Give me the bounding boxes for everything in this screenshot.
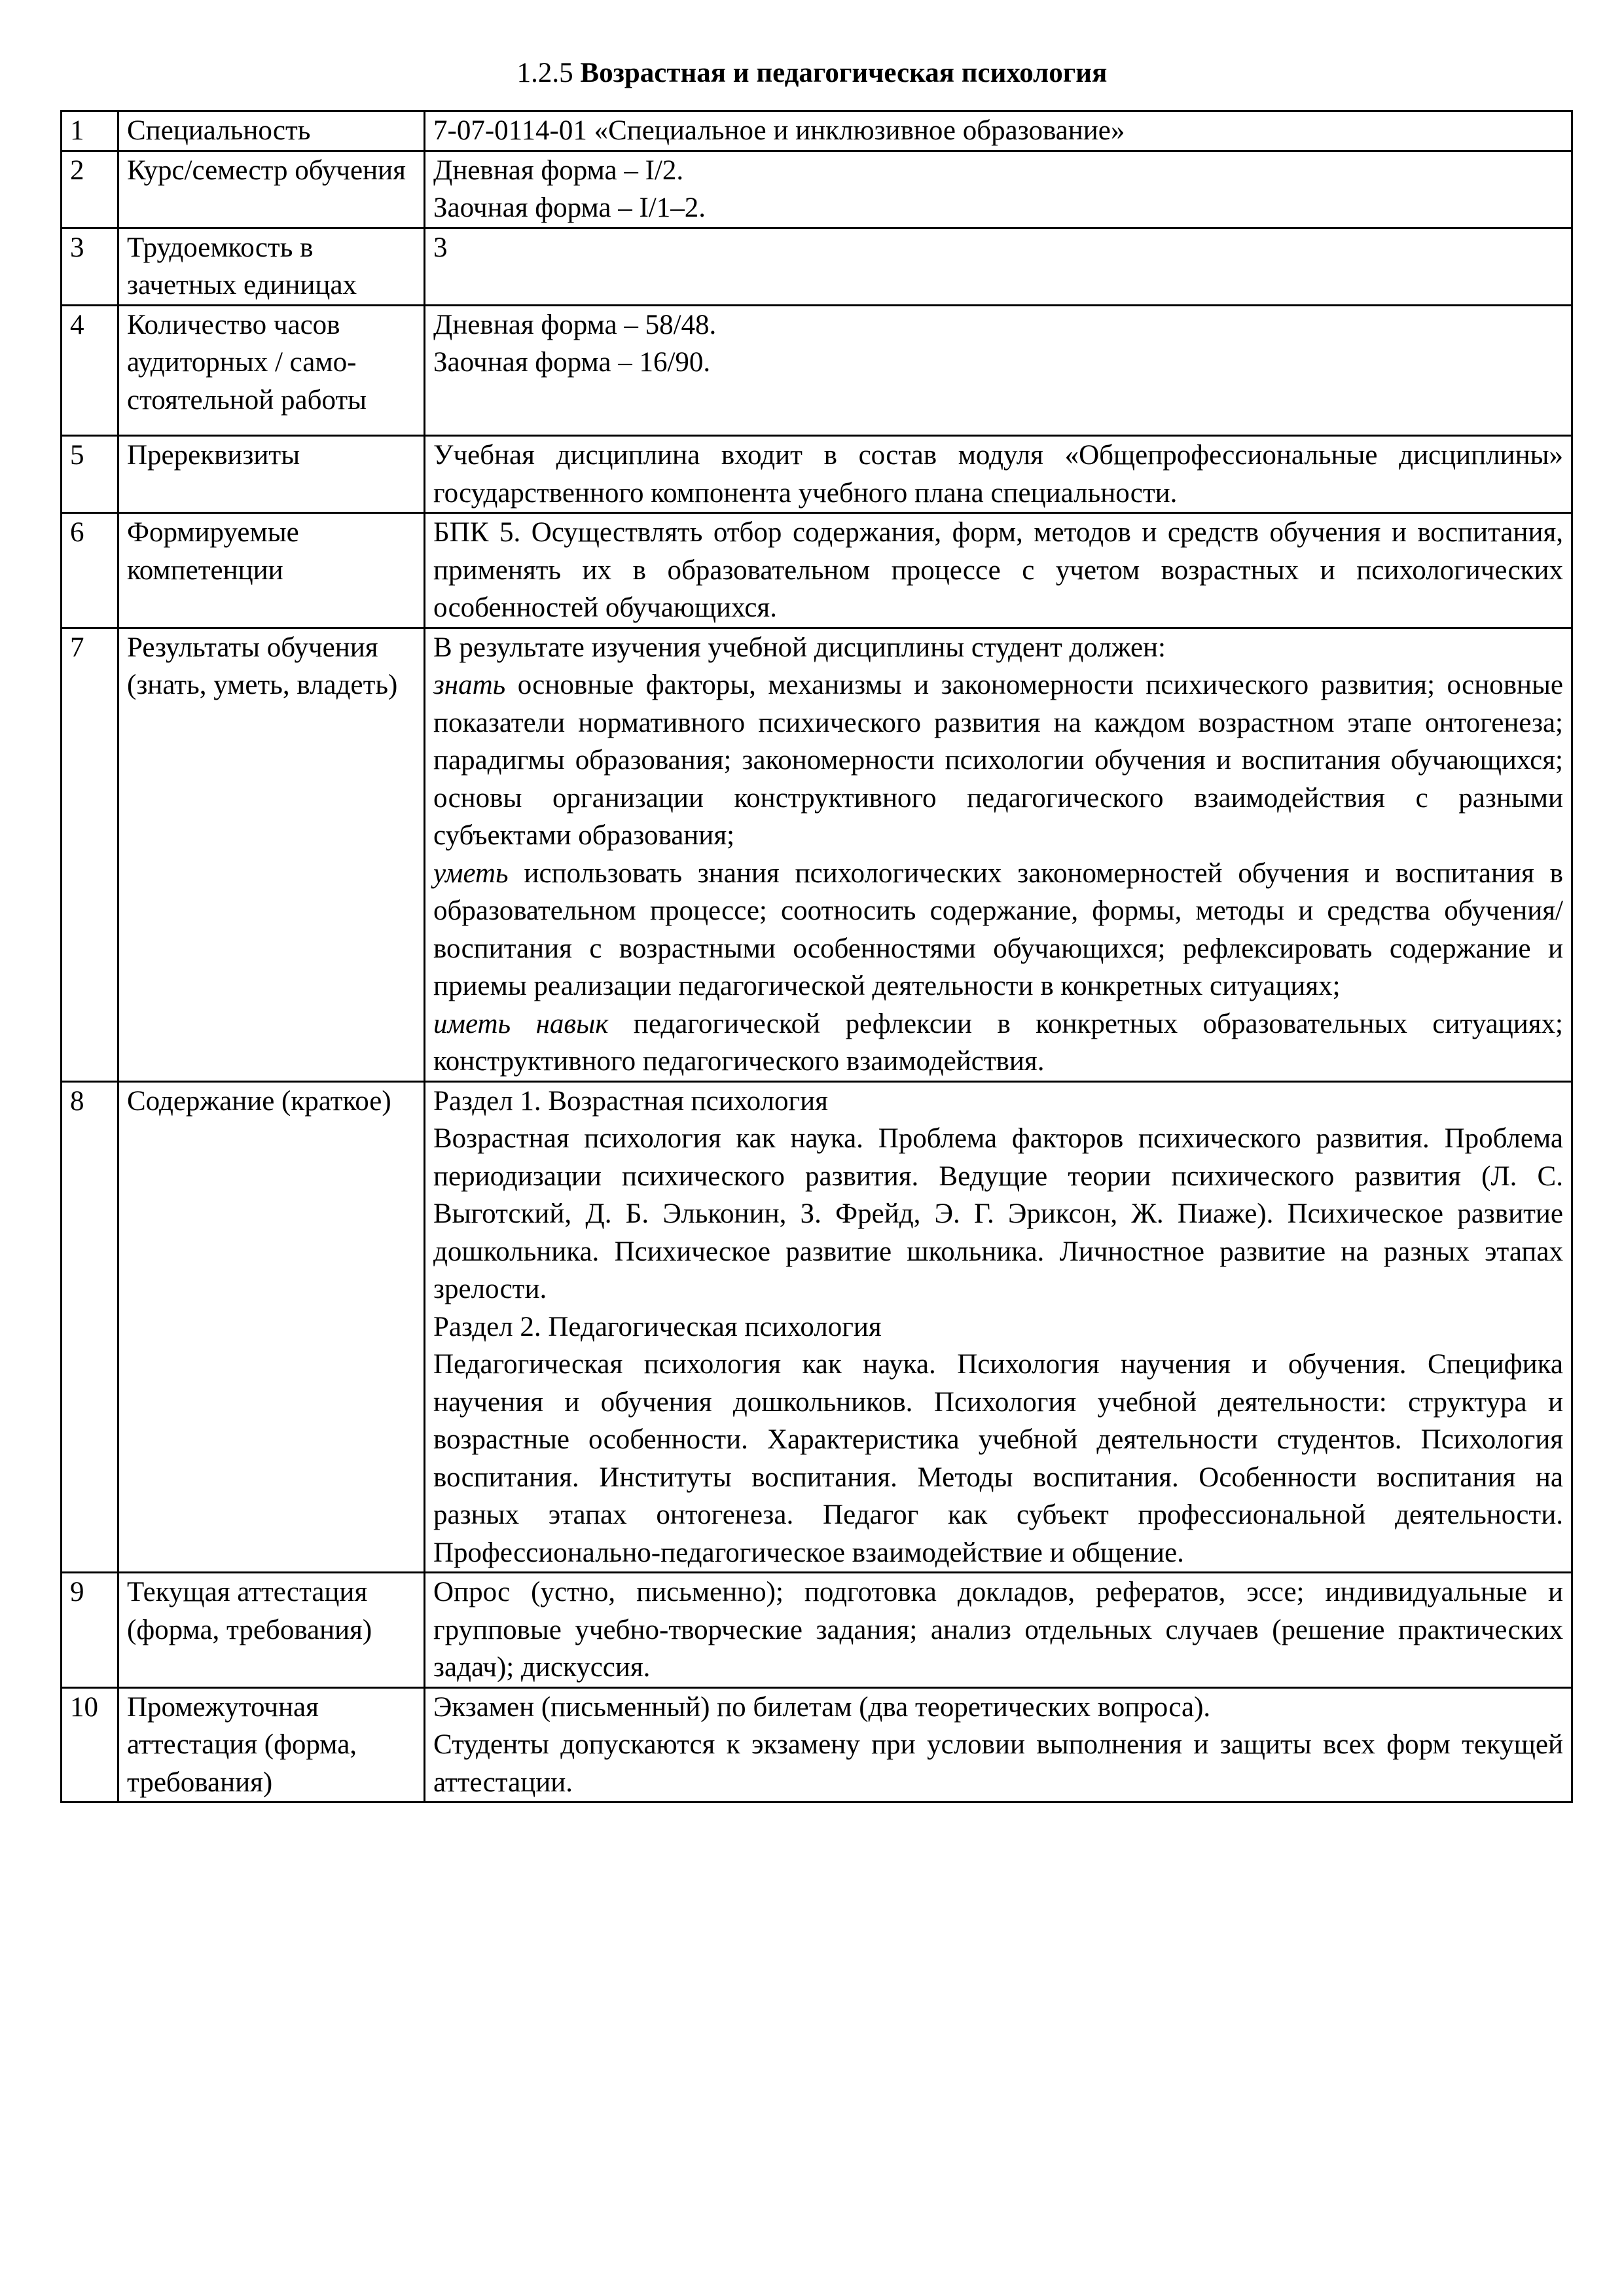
skill-label: иметь навык <box>433 1008 609 1039</box>
value-line: Дневная форма – 58/48. <box>433 309 717 340</box>
row-value <box>425 513 1572 628</box>
row-value <box>425 111 1572 151</box>
row-label: Трудоемкость в зачетных единицах <box>118 228 425 305</box>
row-label: Количество часов аудиторных / само-стоятельной работы <box>118 305 425 436</box>
value-line: Учебная дисциплина входит в состав модуля «Общепрофессиональные дисциплины» государственного компонента учебного плана специальности. <box>433 440 1563 509</box>
value-line: Опрос (устно, письменно); подготовка докладов, рефератов, эссе; индивидуальные и групповые учебно-творческие задания; анализ отдельных случаев (решение практических задач); дискуссия. <box>433 1577 1563 1683</box>
results-skill <box>433 1005 1563 1081</box>
value-line: 7-07-0114-01 «Специальное и инклюзивное образование» <box>433 115 1125 146</box>
value-line: Заочная форма – I/1–2. <box>433 192 706 223</box>
section-text: Педагогическая психология как наука. Психология научения и обучения. Специфика научения и обучения дошкольников. Психология учебной деятельности: структура и возрастные особенности. Характеристика учебной деятельности студентов. Психология воспитания. Институты воспитания. Методы воспитания. Особенности воспитания на разных этапах онтогенеза. Педагог как субъект профессиональной деятельности. Профессионально-педагогическое взаимодействие и общение. <box>433 1349 1563 1568</box>
value-line: Дневная форма – I/2. <box>433 154 684 186</box>
row-number: 9 <box>62 1573 118 1688</box>
row-label: Текущая аттестация (форма, требования) <box>118 1573 425 1688</box>
table-row <box>62 513 1572 628</box>
row-value <box>425 436 1572 513</box>
row-number: 1 <box>62 111 118 151</box>
table-row <box>62 1687 1572 1803</box>
row-label: Промежуточная аттестация (форма, требования) <box>118 1687 425 1803</box>
table-row <box>62 305 1572 436</box>
table-row <box>62 628 1572 1081</box>
row-label: Специальность <box>118 111 425 151</box>
results-can <box>433 855 1563 1005</box>
table-row <box>62 111 1572 151</box>
row-number: 5 <box>62 436 118 513</box>
value-line: Заочная форма – 16/90. <box>433 347 711 378</box>
know-label: знать <box>433 670 506 700</box>
value-line: Экзамен (письменный) по билетам (два теоретических вопроса). <box>433 1691 1211 1723</box>
table-row <box>62 1081 1572 1573</box>
row-value <box>425 228 1572 305</box>
row-number: 4 <box>62 305 118 436</box>
section-heading: Раздел 1. Возрастная психология <box>433 1085 828 1117</box>
row-value <box>425 1687 1572 1803</box>
row-value <box>425 151 1572 228</box>
syllabus-table <box>60 110 1573 1803</box>
document-heading <box>0 55 1624 92</box>
row-value <box>425 628 1572 1081</box>
can-label: уметь <box>433 857 509 889</box>
table-row <box>62 1573 1572 1688</box>
row-label: Результаты обучения (знать, уметь, владеть) <box>118 628 425 1081</box>
row-number: 3 <box>62 228 118 305</box>
row-number: 10 <box>62 1687 118 1803</box>
value-line: 3 <box>433 232 448 263</box>
know-text: основные факторы, механизмы и закономерности психического развития; основные показатели нормативного психического развития на каждом возрастном этапе онтогенеза; парадигмы образования; закономерности психологии обучения и воспитания обучающихся; основы организации конструктивного педагогического взаимодействия с разными субъектами образования; <box>433 670 1563 851</box>
table-row <box>62 436 1572 513</box>
row-label: Пререквизиты <box>118 436 425 513</box>
row-number: 6 <box>62 513 118 628</box>
row-label: Курс/семестр обучения <box>118 151 425 228</box>
results-intro: В результате изучения учебной дисциплины студент должен: <box>433 632 1166 663</box>
row-number: 7 <box>62 628 118 1081</box>
row-label: Содержание (краткое) <box>118 1081 425 1573</box>
section-text: Возрастная психология как наука. Проблема факторов психического развития. Проблема периодизации психического развития. Ведущие теории психического развития (Л. С. Выготский, Д. Б. Эльконин, З. Фрейд, Э. Г. Эриксон, Ж. Пиаже). Психическое развитие дошкольника. Психическое развитие школьника. Личностное развитие на разных этапах зрелости. <box>433 1123 1563 1304</box>
row-label: Формируемые компетенции <box>118 513 425 628</box>
row-value <box>425 1573 1572 1688</box>
heading-number: 1.2.5 <box>516 58 573 88</box>
row-number: 2 <box>62 151 118 228</box>
results-know <box>433 666 1563 855</box>
row-value <box>425 305 1572 436</box>
row-number: 8 <box>62 1081 118 1573</box>
table-row <box>62 228 1572 305</box>
skill-text: педагогической рефлексии в конкретных образовательных ситуациях; конструктивного педагогического взаимодействия. <box>433 1008 1563 1077</box>
table-row <box>62 151 1572 228</box>
row-value <box>425 1081 1572 1573</box>
section-heading: Раздел 2. Педагогическая психология <box>433 1311 882 1342</box>
value-line: Студенты допускаются к экзамену при условии выполнения и защиты всех форм текущей аттестации. <box>433 1729 1563 1798</box>
heading-title: Возрастная и педагогическая психология <box>580 58 1108 88</box>
value-line: БПК 5. Осуществлять отбор содержания, форм, методов и средств обучения и воспитания, применять их в образовательном процессе с учетом возрастных и психологических особенностей обучающихся. <box>433 517 1563 623</box>
can-text: использовать знания психологических закономерностей обучения и воспитания в образовательном процессе; соотносить содержание, формы, методы и средства обучения/воспитания с возрастными особенностями обучающихся; рефлексировать содержание и приемы реализации педагогической деятельности в конкретных ситуациях; <box>433 857 1563 1001</box>
